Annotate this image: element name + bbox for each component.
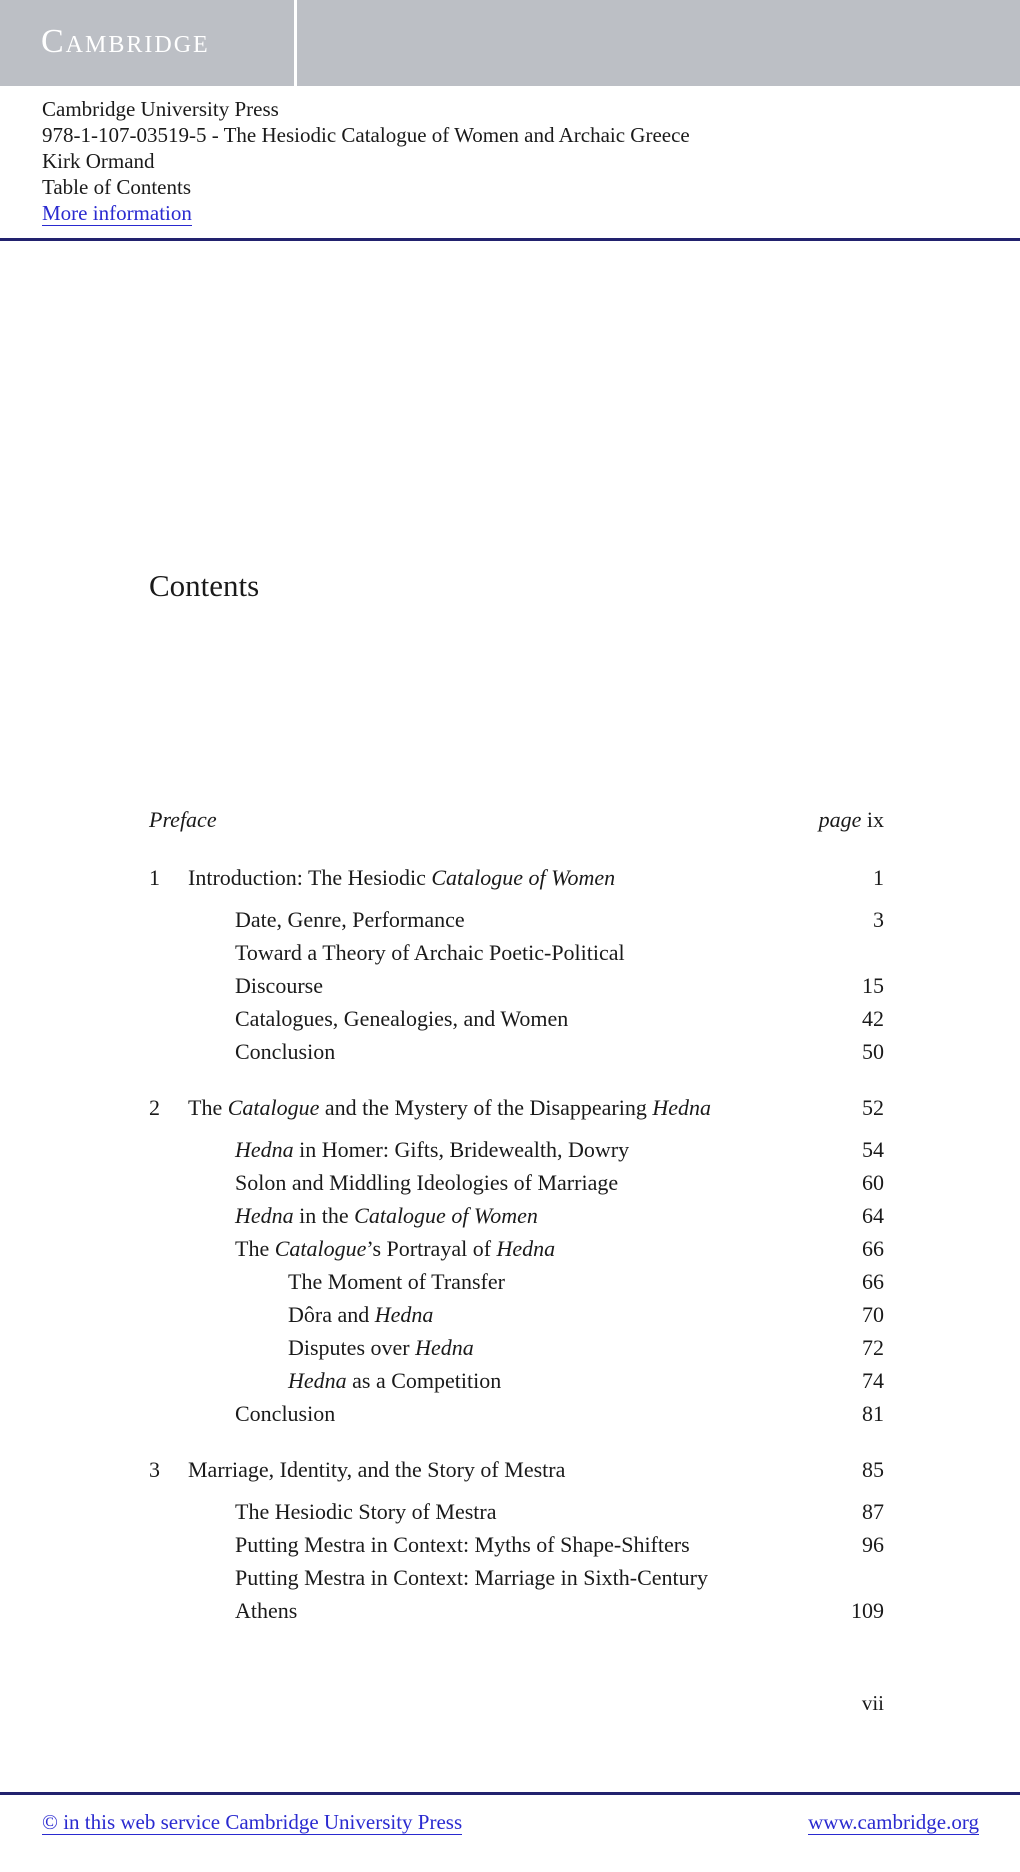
chapter-title-part: Introduction: The Hesiodic bbox=[188, 865, 432, 890]
chapter-title: Marriage, Identity, and the Story of Mestra bbox=[188, 1457, 566, 1482]
page-word: page bbox=[818, 807, 862, 832]
chapter-page: 1 bbox=[873, 865, 884, 890]
toc-section[interactable] bbox=[149, 939, 884, 967]
toc-chapter-2[interactable] bbox=[149, 1094, 884, 1122]
section-title: Conclusion bbox=[235, 1401, 336, 1426]
section-title: Putting Mestra in Context: Myths of Shape-Shifters bbox=[235, 1532, 690, 1557]
toc-preface[interactable] bbox=[149, 806, 884, 834]
toc-subsection[interactable] bbox=[149, 1367, 884, 1395]
subsection-page: 70 bbox=[862, 1302, 884, 1327]
chapter-number: 3 bbox=[149, 1457, 160, 1482]
section-page: 81 bbox=[862, 1401, 884, 1426]
cambridge-logo: Cambridge bbox=[41, 23, 210, 60]
subsection-title-part: as a Competition bbox=[346, 1368, 502, 1393]
section-title-line2: Discourse bbox=[235, 973, 323, 998]
section-page: 54 bbox=[862, 1137, 884, 1162]
section-title-line1: Putting Mestra in Context: Marriage in Sixth-Century bbox=[235, 1565, 708, 1590]
chapter-title-italic: Hedna bbox=[652, 1095, 711, 1120]
subsection-page: 72 bbox=[862, 1335, 884, 1360]
toc-section-cont[interactable] bbox=[149, 1597, 884, 1625]
toc-subsection[interactable] bbox=[149, 1334, 884, 1362]
section-title-part: in the bbox=[293, 1203, 355, 1228]
page-title: Contents bbox=[149, 568, 260, 603]
website-link[interactable]: www.cambridge.org bbox=[808, 1810, 979, 1834]
copyright-link[interactable]: © in this web service Cambridge University Press bbox=[42, 1810, 463, 1834]
toc-subsection[interactable] bbox=[149, 1301, 884, 1329]
section-page: 66 bbox=[862, 1236, 884, 1261]
toc-section[interactable] bbox=[149, 1400, 884, 1428]
section-title: Catalogues, Genealogies, and Women bbox=[235, 1006, 569, 1031]
more-information-link[interactable]: More information bbox=[42, 201, 192, 225]
section-title: Solon and Middling Ideologies of Marriage bbox=[235, 1170, 619, 1195]
chapter-title-italic: Catalogue bbox=[227, 1095, 320, 1120]
section-page: 3 bbox=[873, 907, 884, 932]
section-name: Table of Contents bbox=[42, 175, 191, 199]
toc-section[interactable] bbox=[149, 1202, 884, 1230]
subsection-page: 66 bbox=[862, 1269, 884, 1294]
section-page: 60 bbox=[862, 1170, 884, 1195]
header-banner bbox=[0, 0, 1020, 86]
subsection-title-italic: Hedna bbox=[374, 1302, 434, 1327]
section-title-italic: Catalogue bbox=[274, 1236, 367, 1261]
chapter-title-part: and the Mystery of the Disappearing bbox=[319, 1095, 653, 1120]
section-title-italic: Catalogue of Women bbox=[354, 1203, 538, 1228]
section-title-line2: Athens bbox=[235, 1598, 298, 1623]
author-name: Kirk Ormand bbox=[42, 149, 155, 173]
section-title-part: in Homer: Gifts, Bridewealth, Dowry bbox=[293, 1137, 630, 1162]
toc-chapter-3[interactable] bbox=[149, 1456, 884, 1484]
toc-chapter-1[interactable] bbox=[149, 864, 884, 892]
section-title-part: ’s Portrayal of bbox=[366, 1236, 497, 1261]
preface-page: ix bbox=[866, 807, 884, 832]
toc-section[interactable] bbox=[149, 1038, 884, 1066]
chapter-number: 1 bbox=[149, 865, 160, 890]
chapter-page: 85 bbox=[862, 1457, 884, 1482]
section-title: The Hesiodic Story of Mestra bbox=[235, 1499, 497, 1524]
toc-section[interactable] bbox=[149, 1531, 884, 1559]
section-title-line1: Toward a Theory of Archaic Poetic-Political bbox=[235, 940, 625, 965]
toc-section[interactable] bbox=[149, 1498, 884, 1526]
section-title: Conclusion bbox=[235, 1039, 336, 1064]
subsection-title: The Moment of Transfer bbox=[288, 1269, 505, 1294]
banner-divider bbox=[294, 0, 297, 86]
subsection-page: 74 bbox=[862, 1368, 884, 1393]
preface-label: Preface bbox=[149, 807, 217, 832]
toc-subsection[interactable] bbox=[149, 1268, 884, 1296]
section-title: Date, Genre, Performance bbox=[235, 907, 465, 932]
section-page: 15 bbox=[862, 973, 884, 998]
publisher-name: Cambridge University Press bbox=[42, 97, 279, 121]
section-title-italic: Hedna bbox=[496, 1236, 556, 1261]
section-page: 64 bbox=[862, 1203, 884, 1228]
subsection-title-italic: Hedna bbox=[288, 1368, 347, 1393]
isbn-title: 978-1-107-03519-5 - The Hesiodic Catalogue of Women and Archaic Greece bbox=[42, 123, 690, 147]
section-page: 109 bbox=[851, 1598, 884, 1623]
section-title-italic: Hedna bbox=[235, 1137, 294, 1162]
chapter-title-part: The bbox=[188, 1095, 228, 1120]
section-title-part: The bbox=[235, 1236, 275, 1261]
subsection-title-italic: Hedna bbox=[415, 1335, 474, 1360]
page-folio: vii bbox=[861, 1691, 884, 1715]
chapter-number: 2 bbox=[149, 1095, 160, 1120]
subsection-title-part: Disputes over bbox=[288, 1335, 416, 1360]
subsection-title-part: Dôra and bbox=[288, 1302, 375, 1327]
chapter-page: 52 bbox=[862, 1095, 884, 1120]
toc-section[interactable] bbox=[149, 1169, 884, 1197]
section-page: 50 bbox=[862, 1039, 884, 1064]
chapter-title-italic: Catalogue of Women bbox=[431, 865, 616, 890]
toc-section-cont[interactable] bbox=[149, 972, 884, 1000]
toc-section[interactable] bbox=[149, 1005, 884, 1033]
footer-rule bbox=[0, 1792, 1020, 1795]
section-page: 87 bbox=[862, 1499, 884, 1524]
header-rule bbox=[0, 238, 1020, 241]
book-meta bbox=[42, 96, 690, 226]
toc-section[interactable] bbox=[149, 1564, 884, 1592]
toc-section[interactable] bbox=[149, 906, 884, 934]
toc-section[interactable] bbox=[149, 1136, 884, 1164]
section-page: 42 bbox=[862, 1006, 884, 1031]
section-page: 96 bbox=[862, 1532, 884, 1557]
toc-section[interactable] bbox=[149, 1235, 884, 1263]
section-title-italic: Hedna bbox=[235, 1203, 294, 1228]
